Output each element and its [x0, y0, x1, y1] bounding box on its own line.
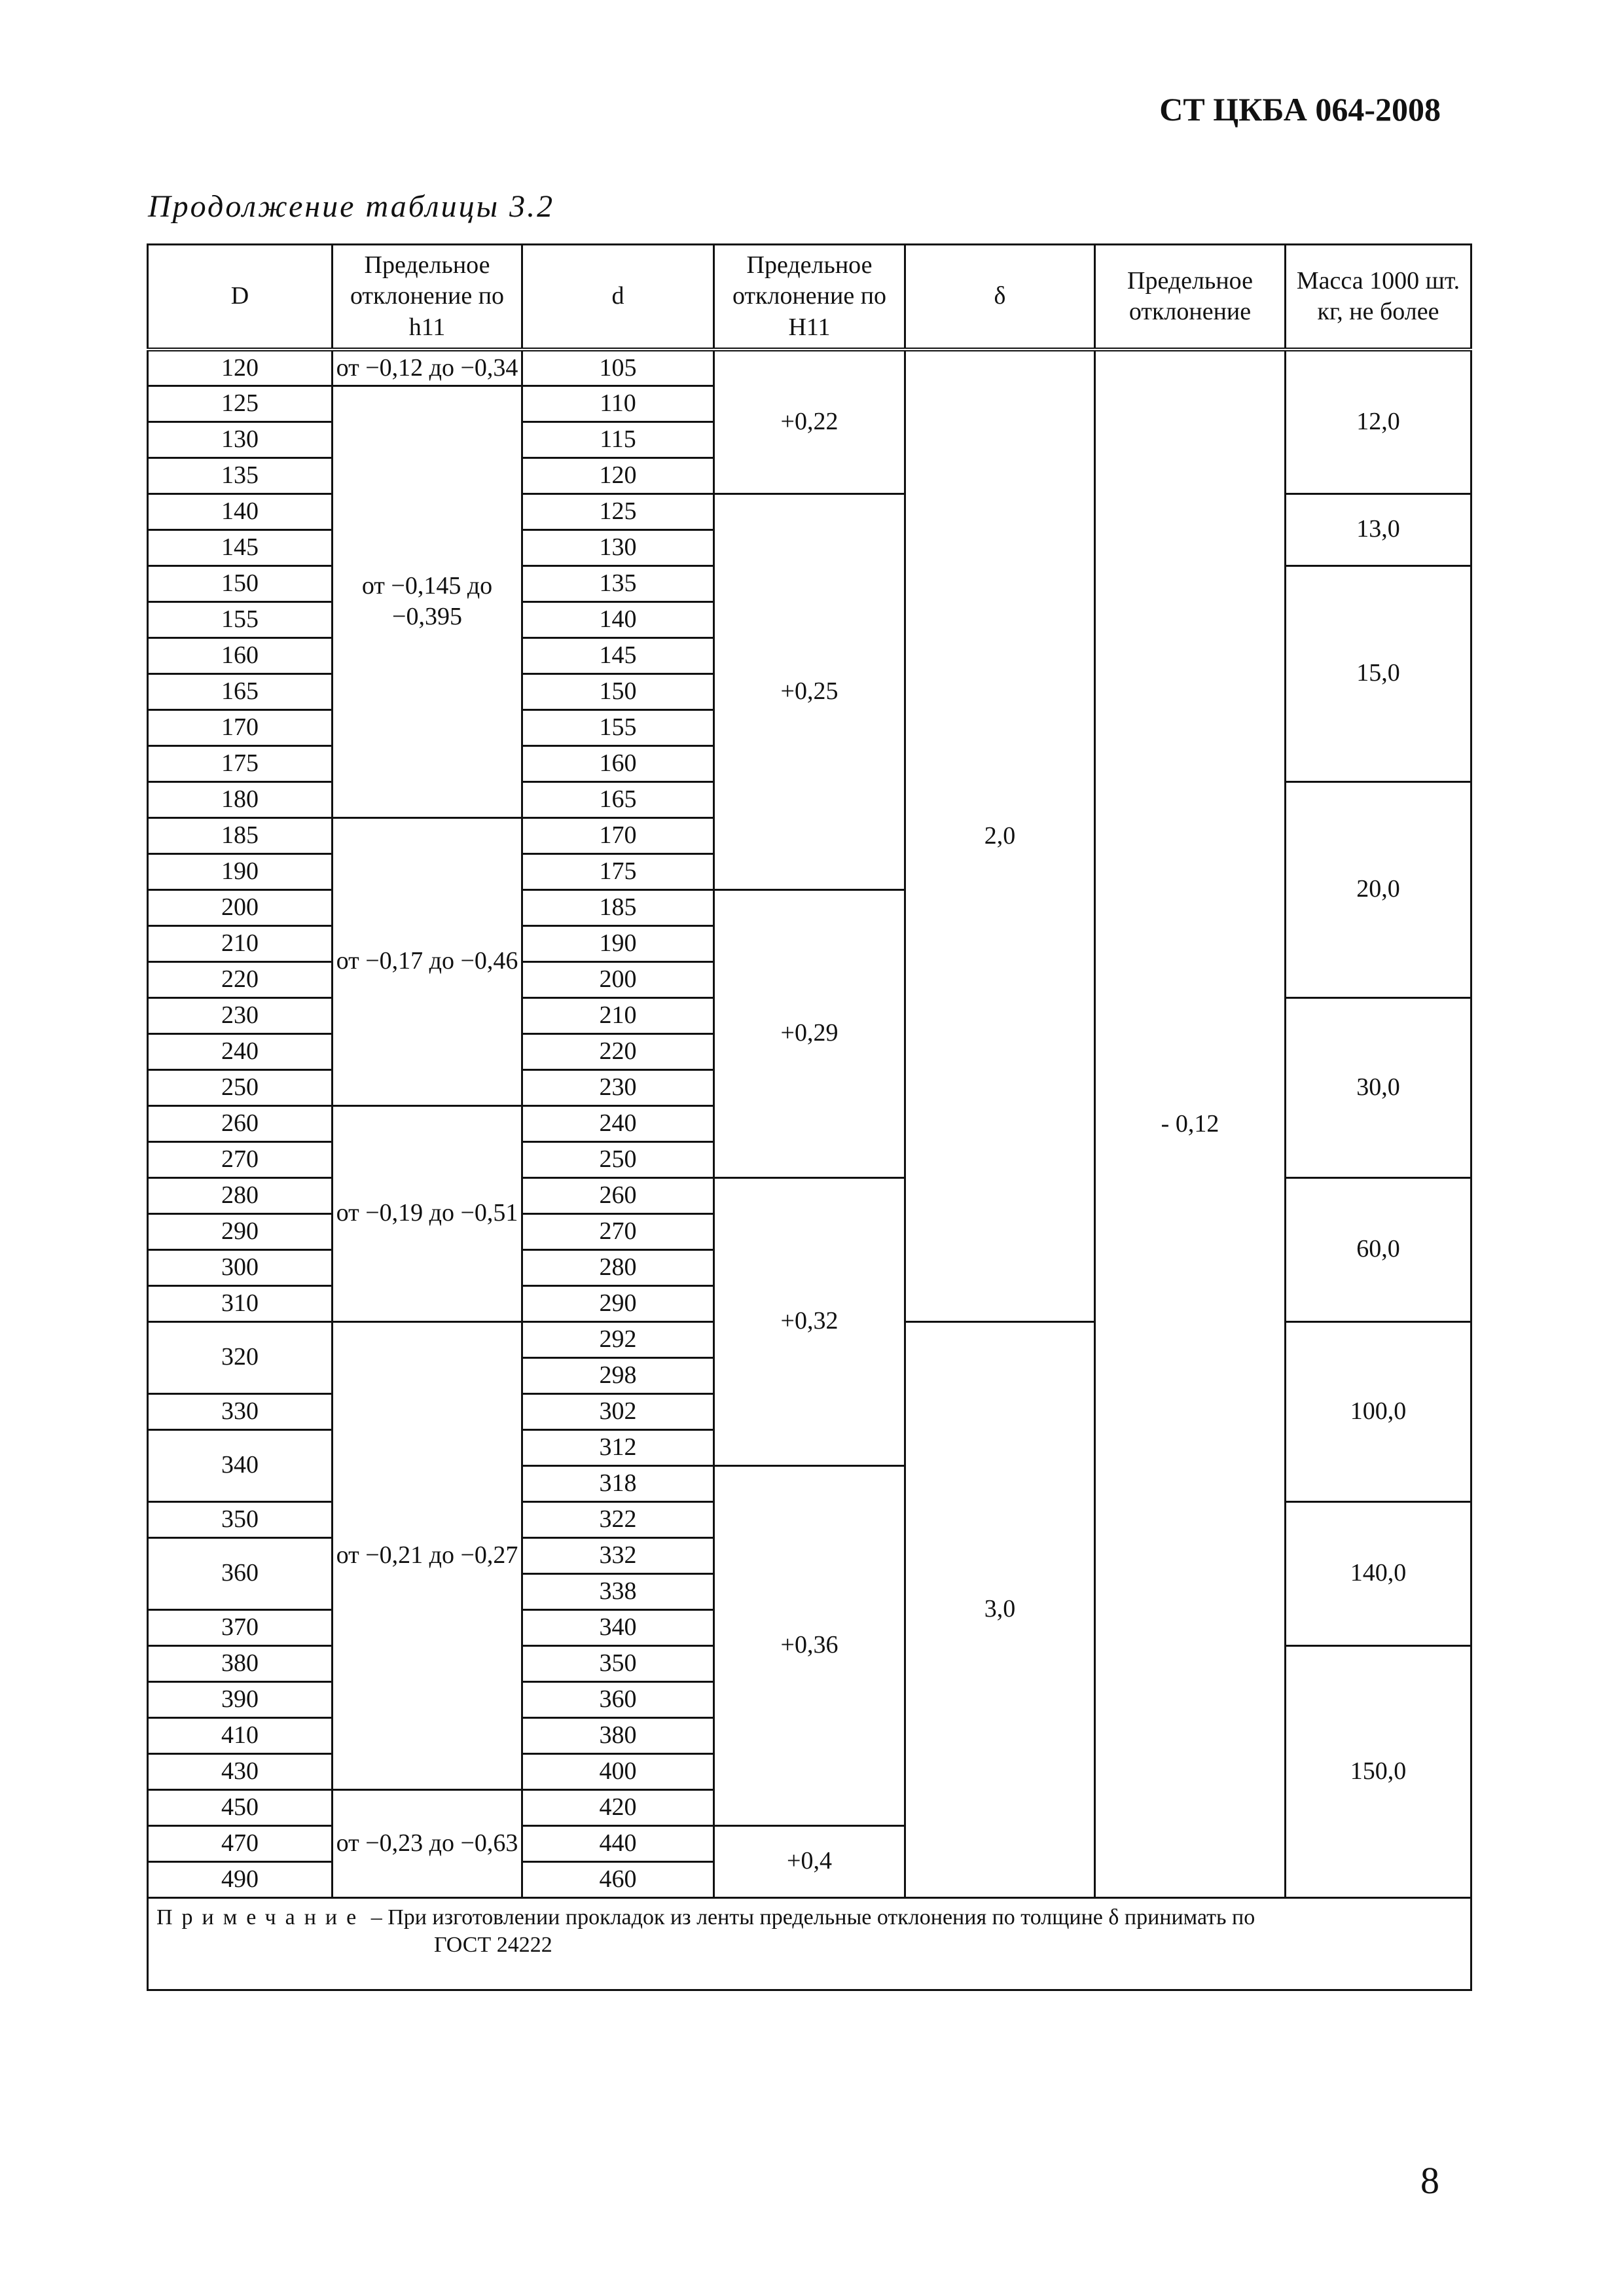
note-row: [148, 1897, 1471, 1990]
cell-D: 185: [148, 817, 333, 853]
cell-D: 170: [148, 709, 333, 745]
cell-D: 360: [148, 1537, 333, 1609]
header-dev-H11: Предельное отклонение по H11: [714, 245, 905, 350]
cell-D: 135: [148, 457, 333, 493]
cell-d: 290: [522, 1285, 714, 1321]
cell-delta-dev: - 0,12: [1095, 350, 1286, 1897]
header-D: D: [148, 245, 333, 350]
cell-mass: 140,0: [1286, 1501, 1471, 1645]
cell-d: 280: [522, 1249, 714, 1285]
cell-d: 115: [522, 422, 714, 457]
cell-dev-H11: +0,29: [714, 889, 905, 1177]
cell-D: 210: [148, 925, 333, 961]
cell-D: 180: [148, 781, 333, 817]
cell-D: 250: [148, 1069, 333, 1105]
cell-d: 250: [522, 1141, 714, 1177]
cell-D: 300: [148, 1249, 333, 1285]
cell-D: 165: [148, 673, 333, 709]
cell-d: 130: [522, 529, 714, 565]
cell-d: 260: [522, 1177, 714, 1213]
cell-D: 240: [148, 1033, 333, 1069]
cell-d: 135: [522, 565, 714, 601]
cell-D: 175: [148, 745, 333, 781]
cell-mass: 150,0: [1286, 1645, 1471, 1897]
cell-D: 470: [148, 1825, 333, 1861]
cell-dev-H11: +0,25: [714, 493, 905, 889]
cell-d: 332: [522, 1537, 714, 1573]
cell-d: 420: [522, 1789, 714, 1825]
note-label: Примечание: [156, 1905, 366, 1929]
cell-dev-h11: от −0,17 до −0,46: [333, 817, 522, 1105]
cell-d: 440: [522, 1825, 714, 1861]
cell-D: 450: [148, 1789, 333, 1825]
header-delta: δ: [905, 245, 1095, 350]
cell-d: 150: [522, 673, 714, 709]
cell-d: 110: [522, 386, 714, 422]
cell-delta: 2,0: [905, 350, 1095, 1321]
cell-D: 155: [148, 601, 333, 637]
document-code: СТ ЦКБА 064-2008: [1159, 91, 1441, 128]
cell-mass: 12,0: [1286, 350, 1471, 493]
cell-D: 130: [148, 422, 333, 457]
cell-delta: 3,0: [905, 1321, 1095, 1897]
cell-d: 240: [522, 1105, 714, 1141]
cell-d: 460: [522, 1861, 714, 1897]
cell-dev-h11: от −0,21 до −0,27: [333, 1321, 522, 1789]
cell-d: 200: [522, 961, 714, 997]
cell-mass: 15,0: [1286, 565, 1471, 781]
table-row: [148, 350, 1471, 386]
cell-dev-h11: от −0,145 до −0,395: [333, 386, 522, 817]
cell-d: 210: [522, 997, 714, 1033]
cell-D: 320: [148, 1321, 333, 1393]
cell-d: 318: [522, 1465, 714, 1501]
cell-D: 190: [148, 853, 333, 889]
cell-D: 120: [148, 350, 333, 386]
cell-d: 165: [522, 781, 714, 817]
page-number: 8: [1420, 2159, 1439, 2202]
cell-dev-h11: от −0,12 до −0,34: [333, 350, 522, 386]
cell-d: 312: [522, 1429, 714, 1465]
cell-d: 160: [522, 745, 714, 781]
cell-d: 400: [522, 1753, 714, 1789]
cell-D: 220: [148, 961, 333, 997]
cell-d: 185: [522, 889, 714, 925]
cell-D: 290: [148, 1213, 333, 1249]
table-header-row: [148, 245, 1471, 350]
cell-dev-H11: +0,4: [714, 1825, 905, 1897]
cell-D: 160: [148, 637, 333, 673]
cell-d: 380: [522, 1717, 714, 1753]
cell-D: 490: [148, 1861, 333, 1897]
cell-mass: 13,0: [1286, 493, 1471, 565]
dimensions-table: [147, 243, 1470, 1991]
cell-d: 125: [522, 493, 714, 529]
cell-d: 140: [522, 601, 714, 637]
cell-D: 125: [148, 386, 333, 422]
cell-D: 310: [148, 1285, 333, 1321]
cell-dev-h11: от −0,19 до −0,51: [333, 1105, 522, 1321]
note-text: – При изготовлении прокладок из ленты предельные отклонения по толщине δ принимать по: [365, 1905, 1255, 1929]
cell-dev-H11: +0,32: [714, 1177, 905, 1465]
cell-mass: 30,0: [1286, 997, 1471, 1177]
cell-d: 322: [522, 1501, 714, 1537]
cell-d: 105: [522, 350, 714, 386]
cell-d: 340: [522, 1609, 714, 1645]
cell-d: 230: [522, 1069, 714, 1105]
cell-d: 145: [522, 637, 714, 673]
cell-d: 170: [522, 817, 714, 853]
cell-d: 220: [522, 1033, 714, 1069]
cell-D: 230: [148, 997, 333, 1033]
cell-d: 350: [522, 1645, 714, 1681]
cell-D: 260: [148, 1105, 333, 1141]
cell-D: 150: [148, 565, 333, 601]
header-mass: Масса 1000 шт. кг, не более: [1286, 245, 1471, 350]
cell-D: 280: [148, 1177, 333, 1213]
cell-D: 380: [148, 1645, 333, 1681]
cell-d: 155: [522, 709, 714, 745]
cell-d: 270: [522, 1213, 714, 1249]
cell-dev-H11: +0,22: [714, 350, 905, 493]
note-text-continuation: ГОСТ 24222: [434, 1933, 552, 1957]
header-delta-dev: Предельное отклонение: [1095, 245, 1286, 350]
cell-mass: 100,0: [1286, 1321, 1471, 1501]
cell-d: 292: [522, 1321, 714, 1357]
cell-D: 390: [148, 1681, 333, 1717]
cell-mass: 20,0: [1286, 781, 1471, 997]
cell-d: 120: [522, 457, 714, 493]
cell-D: 410: [148, 1717, 333, 1753]
cell-D: 200: [148, 889, 333, 925]
cell-D: 140: [148, 493, 333, 529]
header-dev-h11: Предельное отклонение по h11: [333, 245, 522, 350]
cell-d: 302: [522, 1393, 714, 1429]
cell-d: 360: [522, 1681, 714, 1717]
cell-d: 338: [522, 1573, 714, 1609]
cell-D: 330: [148, 1393, 333, 1429]
cell-D: 430: [148, 1753, 333, 1789]
cell-d: 298: [522, 1357, 714, 1393]
cell-d: 175: [522, 853, 714, 889]
table-note: [148, 1897, 1471, 1990]
cell-d: 190: [522, 925, 714, 961]
cell-D: 340: [148, 1429, 333, 1501]
header-d: d: [522, 245, 714, 350]
cell-dev-h11: от −0,23 до −0,63: [333, 1789, 522, 1897]
cell-dev-H11: +0,36: [714, 1465, 905, 1825]
cell-D: 370: [148, 1609, 333, 1645]
table-caption: Продолжение таблицы 3.2: [148, 189, 555, 224]
cell-D: 270: [148, 1141, 333, 1177]
cell-D: 350: [148, 1501, 333, 1537]
cell-mass: 60,0: [1286, 1177, 1471, 1321]
cell-D: 145: [148, 529, 333, 565]
